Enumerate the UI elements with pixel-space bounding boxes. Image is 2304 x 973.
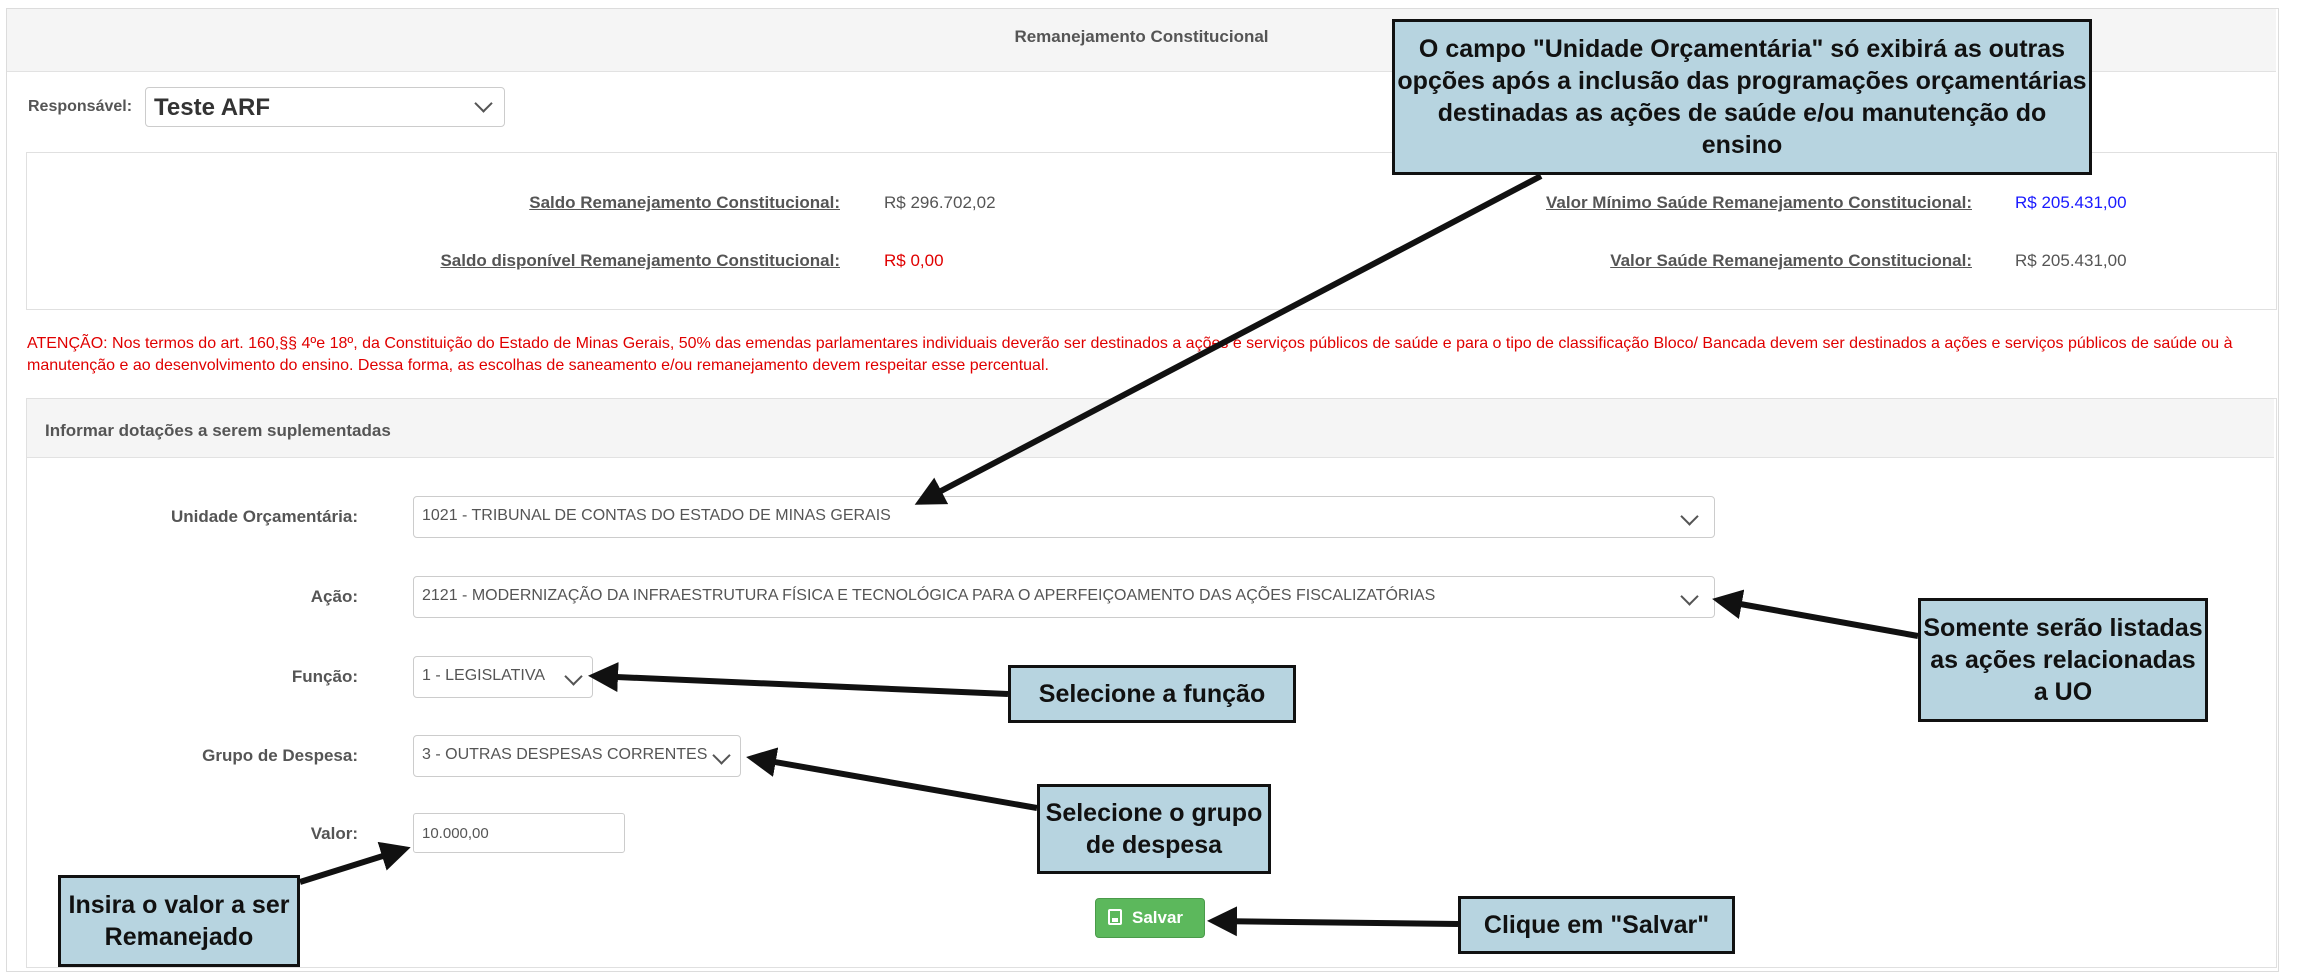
page-title: Remanejamento Constitucional bbox=[1014, 27, 1269, 46]
callout-unidade: O campo "Unidade Orçamentária" só exibirá as outras opções após a inclusão das programações orçamentárias destinadas as ações de saúde e/ou manutenção do ensino bbox=[1392, 19, 2092, 175]
unidade-label: Unidade Orçamentária: bbox=[170, 507, 358, 526]
valor-saude-label: Valor Saúde Remanejamento Constitucional: bbox=[1610, 251, 1972, 270]
callout-funcao: Selecione a função bbox=[1008, 665, 1296, 723]
arrow-valor bbox=[300, 849, 405, 882]
saldo-disponivel-value: R$ 0,00 bbox=[884, 251, 944, 270]
arrow-unidade bbox=[920, 176, 1541, 502]
funcao-label: Função: bbox=[291, 667, 358, 686]
saldo-value: R$ 296.702,02 bbox=[884, 193, 996, 212]
arrow-grupo bbox=[752, 758, 1037, 808]
arrow-salvar bbox=[1213, 921, 1458, 924]
unidade-value: 1021 - TRIBUNAL DE CONTAS DO ESTADO DE MINAS GERAIS bbox=[422, 507, 891, 524]
arrow-acoes bbox=[1718, 600, 1918, 636]
grupo-despesa-value: 3 - OUTRAS DESPESAS CORRENTES bbox=[422, 746, 708, 763]
acao-label: Ação: bbox=[310, 587, 358, 606]
saldo-disponivel-label: Saldo disponível Remanejamento Constitucional: bbox=[440, 251, 840, 270]
saldo-label: Saldo Remanejamento Constitucional: bbox=[529, 193, 840, 212]
valor-saude-value: R$ 205.431,00 bbox=[2015, 251, 2127, 270]
grupo-despesa-label: Grupo de Despesa: bbox=[202, 746, 358, 765]
callout-salvar: Clique em "Salvar" bbox=[1458, 896, 1735, 954]
valor-label: Valor: bbox=[310, 824, 358, 843]
funcao-value: 1 - LEGISLATIVA bbox=[422, 667, 546, 684]
arrow-funcao bbox=[594, 676, 1008, 694]
valor-minimo-saude-label: Valor Mínimo Saúde Remanejamento Constitucional: bbox=[1545, 193, 1972, 212]
warning-text: ATENÇÃO: Nos termos do art. 160,§§ 4ºe 18º, da Constituição do Estado de Minas Gerais, 50% das emendas parlamentares individuais deverão ser destinados a ações e serviços públicos de saúde e para o tipo de classificação Bloco/ Bancada devem ser destinados a ações e serviços públicos de saúde ou à manutenção e ao desenvolvimento do ensino. Dessa forma, as escolhas de saneamento e/ou remanejamento devem respeitar esse percentual. bbox=[27, 335, 2233, 374]
callout-acoes: Somente serão listadas as ações relacionadas a UO bbox=[1918, 598, 2208, 722]
form-header-title: Informar dotações a serem suplementadas bbox=[45, 421, 391, 440]
callout-valor: Insira o valor a ser Remanejado bbox=[58, 875, 300, 967]
responsavel-label: Responsável: bbox=[28, 98, 133, 115]
callout-grupo: Selecione o grupo de despesa bbox=[1037, 784, 1271, 874]
save-button-label: Salvar bbox=[1132, 908, 1184, 927]
valor-minimo-saude-value: R$ 205.431,00 bbox=[2015, 193, 2127, 212]
acao-value: 2121 - MODERNIZAÇÃO DA INFRAESTRUTURA FÍSICA E TECNOLÓGICA PARA O APERFEIÇOAMENTO DAS AÇÕES FISCALIZATÓRIAS bbox=[422, 587, 1436, 604]
responsavel-value: Teste ARF bbox=[154, 94, 271, 121]
